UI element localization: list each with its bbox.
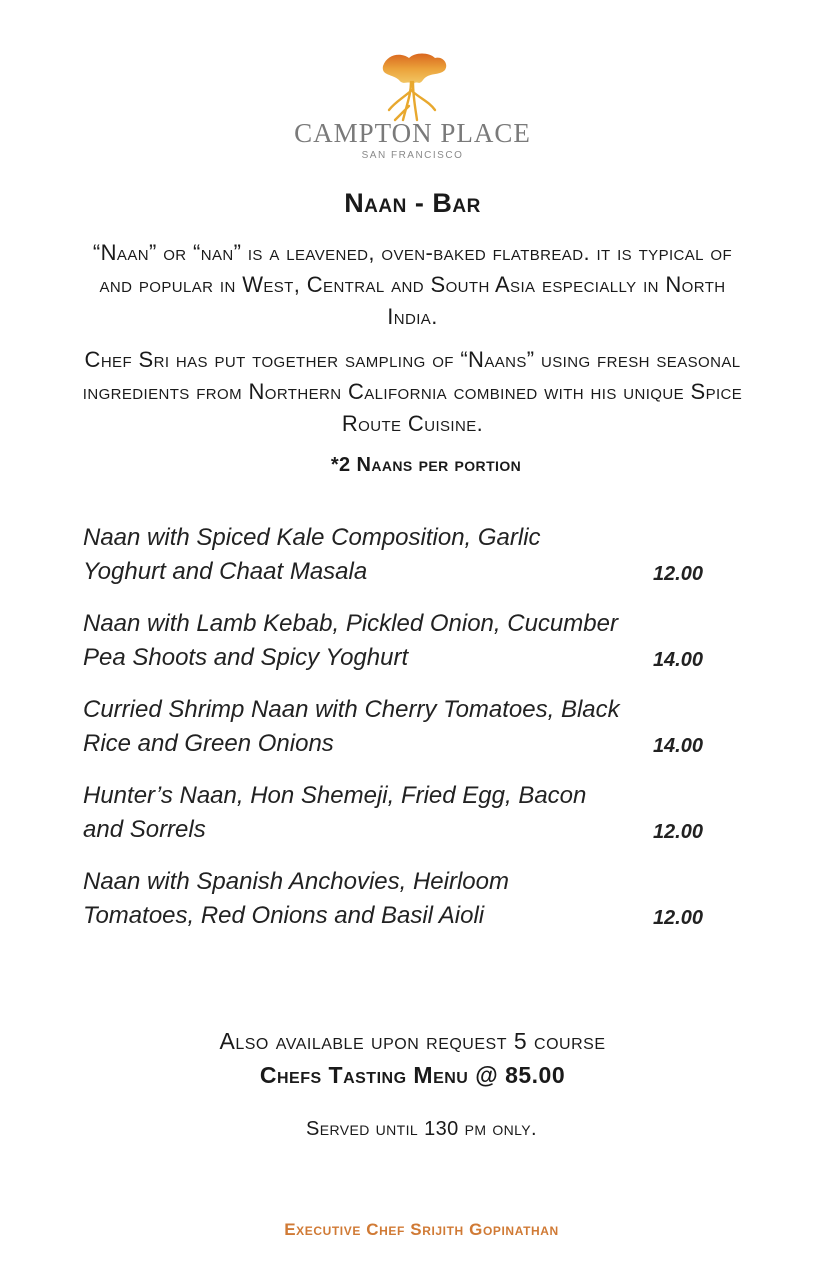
menu-title: Naan - Bar xyxy=(344,188,481,218)
logo xyxy=(0,50,825,161)
brand-name: CAMPTON PLACE xyxy=(294,118,531,148)
menu-item-price: 14.00 xyxy=(652,735,703,757)
intro-paragraph-chef: Chef Sri has put together sampling of “Naans” using fresh seasonal ingredients from Northern California combined with his unique Spice Route Cuisine. xyxy=(82,347,743,436)
menu-item-price: 12.00 xyxy=(652,907,703,929)
menu-item-description: Curried Shrimp Naan with Cherry Tomatoes, Black Rice and Green Onions xyxy=(83,696,620,757)
portion-note: *2 Naans per portion xyxy=(330,454,522,476)
menu-item xyxy=(83,693,723,779)
menu-item-description: Naan with Spanish Anchovies, Heirloom Tomatoes, Red Onions and Basil Aioli xyxy=(83,868,509,929)
tree-logo-icon xyxy=(373,50,453,122)
menu-item xyxy=(83,779,723,865)
menu-item xyxy=(83,521,723,607)
tasting-menu-note xyxy=(0,1024,825,1092)
tasting-menu-line-2: Chefs Tasting Menu @ 85.00 xyxy=(259,1062,566,1088)
menu-item-description: Hunter’s Naan, Hon Shemeji, Fried Egg, Bacon and Sorrels xyxy=(83,782,587,843)
menu-item-price: 12.00 xyxy=(652,821,703,843)
menu-item-description: Naan with Spiced Kale Composition, Garlic Yoghurt and Chaat Masala xyxy=(83,524,541,585)
menu-item-description: Naan with Lamb Kebab, Pickled Onion, Cucumber Pea Shoots and Spicy Yoghurt xyxy=(83,610,618,671)
menu-items xyxy=(83,521,723,951)
menu-item-price: 12.00 xyxy=(652,563,703,585)
brand-subtitle: SAN FRANCISCO xyxy=(361,150,464,161)
menu-item xyxy=(83,865,723,951)
menu-item xyxy=(83,607,723,693)
menu-item-price: 14.00 xyxy=(652,649,703,671)
served-note: Served until 130 pm only. xyxy=(305,1118,537,1140)
executive-chef-credit: Executive Chef Srijith Gopinathan xyxy=(284,1220,559,1239)
tasting-menu-line-1: Also available upon request 5 course xyxy=(219,1028,606,1054)
intro-paragraph-naan: “Naan” or “nan” is a leavened, oven-baked flatbread. it is typical of and popular in West, Central and South Asia especially in North India. xyxy=(92,240,733,329)
